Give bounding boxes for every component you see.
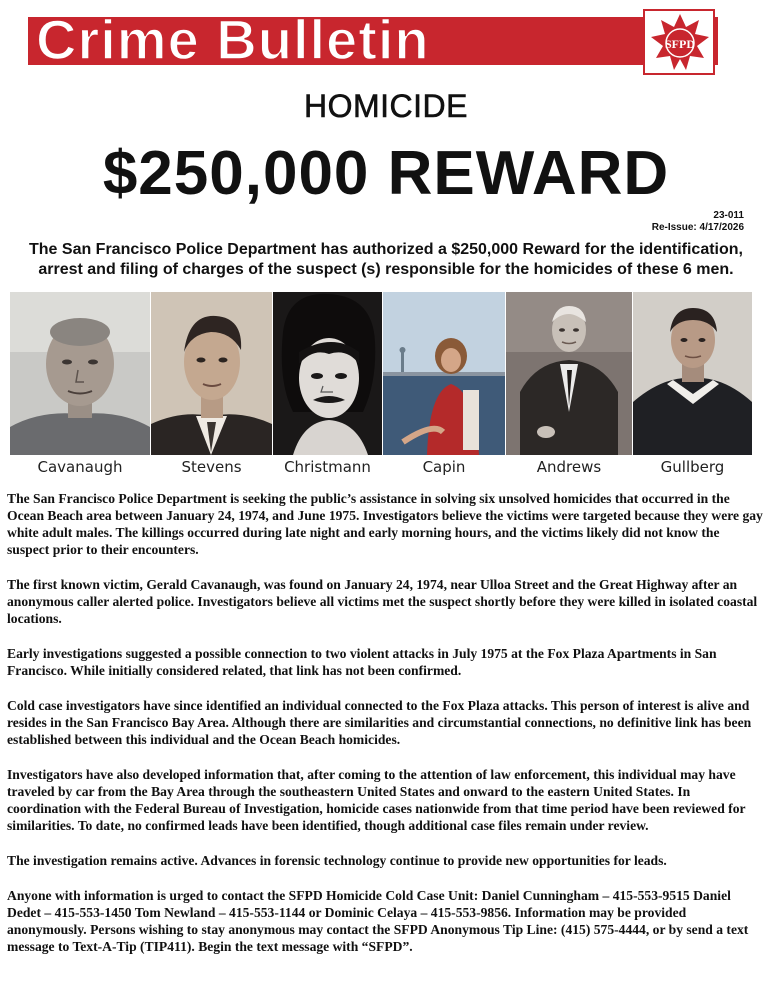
body-paragraph: The first known victim, Gerald Cavanaugh, was found on January 24, 1974, near Ulloa Street and the Great Highway after an anonymous caller alerted police. Investigators believe all victims met the suspect shortly before they were killed in isolated coastal locations. [7,577,758,626]
victim-name-label: Capin [422,458,466,476]
body-paragraph: Investigators have also developed information that, after coming to the attention of law enforcement, this individual may have traveled by car from the Bay Area through the southeastern United States and onward to the eastern United States. In coordination with the Federal Bureau of Investigation, homicide cases nationwide from that time period have been reviewed for similarities. To date, no confirmed leads have been identified, though additional case files remain under review. [7,767,746,833]
star-badge-icon [647,12,713,74]
headline-reward: $250,000 REWARD [102,139,670,208]
victim-photo-strip [10,292,752,455]
victim-photo-cavanaugh [10,292,150,455]
body-paragraph: The investigation remains active. Advances in forensic technology continue to provide new opportunities for leads. [7,853,667,868]
contact-paragraph: Anyone with information is urged to contact the SFPD Homicide Cold Case Unit: Daniel Cunningham – 415-553-9515 Daniel Dedet – 415-553-1450 Tom Newland – 415-553-1144 or Dominic Celaya – 415-553-9856. Information may be provided anonymously. Persons wishing to stay anonymous may contact the SFPD Anonymous Tip Line: (415) 575-4444, or by send a text message to Text-A-Tip (TIP411). Begin the text message with “SFPD”. [7,888,749,954]
case-number: 23-011 [713,210,744,221]
victim-photo-andrews [506,292,632,455]
bulletin-body [7,490,765,973]
victim-name-label: Christmann [284,458,371,476]
badge-text: SFPD [665,37,695,51]
victim-name-row [10,458,752,480]
banner-title: Crime Bulletin [36,8,430,71]
victim-name-label: Andrews [536,458,602,476]
lead-statement: The San Francisco Police Department has authorized a $250,000 Reward for the identification, arrest and filing of charges of the suspect (s) responsible for the homicides of these 6 men. [29,241,743,278]
victim-name-label: Gullberg [660,458,725,476]
reissue-date: Re-Issue: 4/17/2026 [651,222,744,233]
body-paragraph: The San Francisco Police Department is seeking the public’s assistance in solving six unsolved homicides that occurred in the Ocean Beach area between January 24, 1974, and June 1975. Investigators believe the victims were targeted because they were gay white adult males. The killings occurred during late night and early morning hours, and the victims likely did not know the suspect prior to their encounters. [7,491,763,557]
victim-name-label: Cavanaugh [37,458,123,476]
headline-type: HOMICIDE [304,88,468,124]
victim-photo-capin [383,292,505,455]
victim-photo-stevens [151,292,272,455]
victim-photo-gullberg [633,292,752,455]
body-paragraph: Early investigations suggested a possible connection to two violent attacks in July 1975 at the Fox Plaza Apartments in San Francisco. While initially considered related, that link has not been confirmed. [7,646,717,678]
body-paragraph: Cold case investigators have since identified an individual connected to the Fox Plaza attacks. This person of interest is alive and resides in the San Francisco Bay Area. Although there are similarities and circumstantial connections, no definitive link has been established between this individual and the Ocean Beach homicides. [7,698,752,747]
victim-photo-christmann [273,292,382,455]
victim-name-label: Stevens [181,458,242,476]
sfpd-badge-logo [643,9,715,75]
